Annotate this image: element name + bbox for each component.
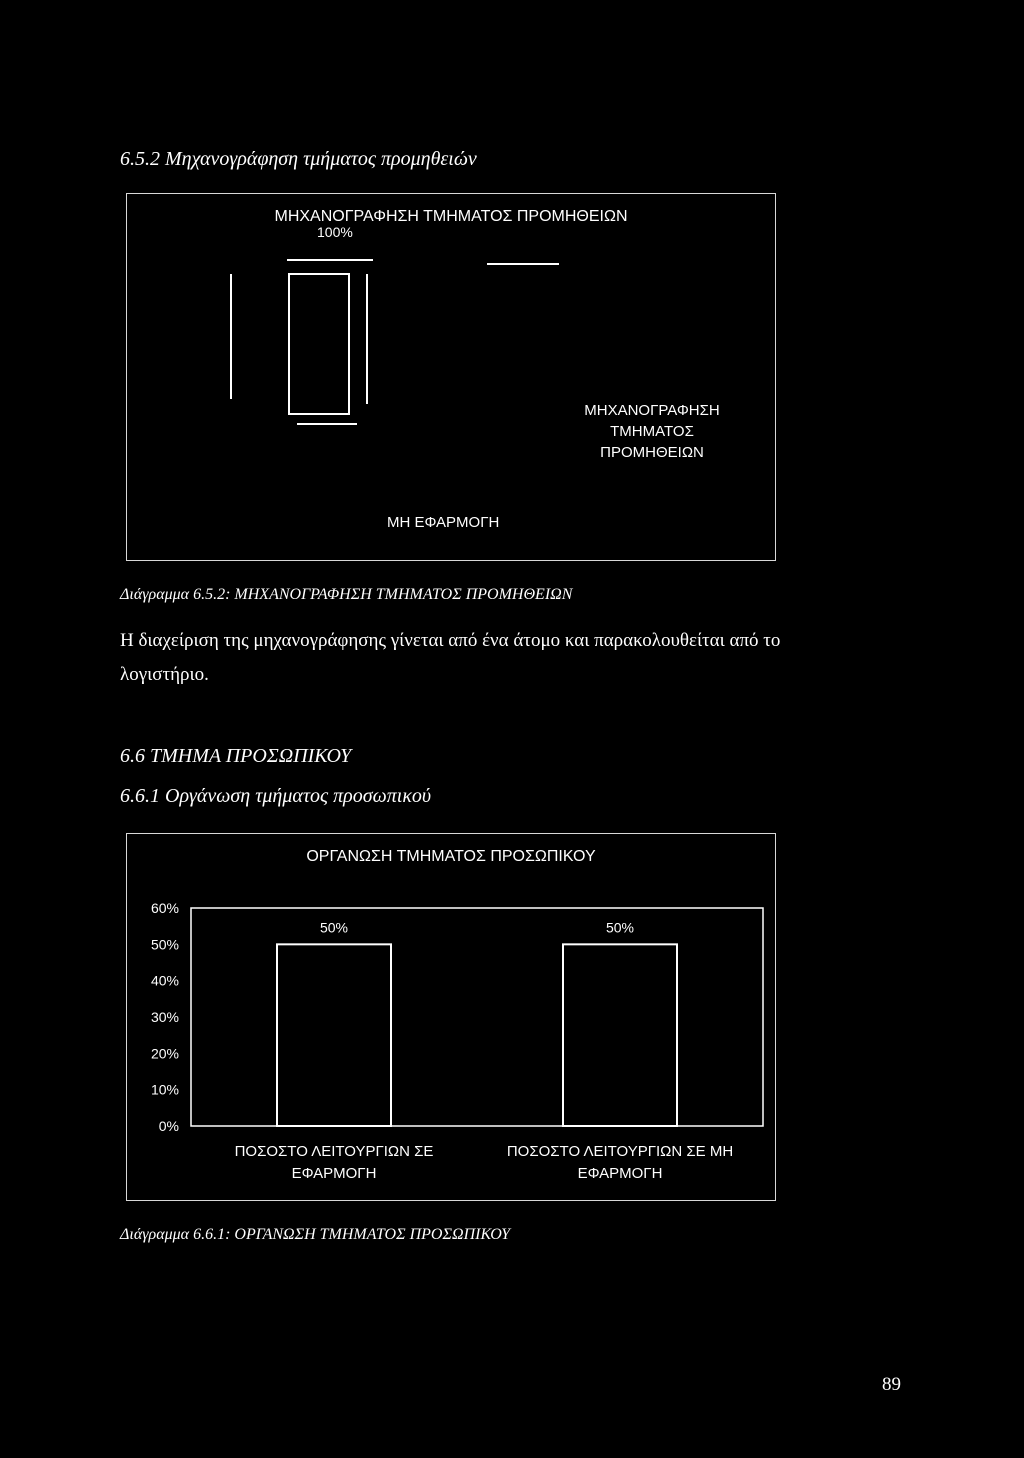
page-number: 89 bbox=[882, 1374, 901, 1395]
x-category-label: ΕΦΑΡΜΟΓΗ bbox=[291, 1165, 377, 1182]
bar bbox=[563, 944, 677, 1126]
caption-chart-652: Διάγραμμα 6.5.2: ΜΗΧΑΝΟΓΡΑΦΗΣΗ ΤΜΗΜΑΤΟΣ ΠΡΟΜΗΘΕΙΩΝ bbox=[120, 586, 573, 603]
body-line-1: Η διαχείριση της μηχανογράφησης γίνεται από ένα άτομο και παρακολουθείται από το bbox=[120, 630, 781, 651]
y-tick-label: 20% bbox=[150, 1045, 179, 1062]
section-heading-661: 6.6.1 Οργάνωση τμήματος προσωπικού bbox=[120, 785, 432, 807]
y-tick-label: 60% bbox=[150, 900, 179, 916]
pie-data-label: 100% bbox=[317, 224, 353, 240]
section-heading-66: 6.6 ΤΜΗΜΑ ΠΡΟΣΩΠΙΚΟΥ bbox=[120, 745, 352, 767]
chart-frame-personnel bbox=[126, 833, 776, 1201]
y-tick-label: 0% bbox=[158, 1118, 179, 1134]
chart-frame-procurement bbox=[126, 193, 776, 561]
pie-legend-applied bbox=[557, 400, 747, 463]
legend-line-3: ΠΡΟΜΗΘΕΙΩΝ bbox=[600, 444, 704, 461]
y-tick-label: 50% bbox=[150, 936, 179, 953]
y-tick-label: 30% bbox=[150, 1009, 179, 1025]
legend-line-2: ΤΜΗΜΑΤΟΣ bbox=[610, 423, 694, 440]
bar-data-label: 50% bbox=[319, 919, 349, 936]
chart-title-procurement: ΜΗΧΑΝΟΓΡΑΦΗΣΗ ΤΜΗΜΑΤΟΣ ΠΡΟΜΗΘΕΙΩΝ bbox=[274, 208, 628, 225]
body-paragraph bbox=[120, 624, 900, 692]
y-tick-label: 10% bbox=[150, 1081, 179, 1098]
bar bbox=[277, 944, 391, 1126]
legend-line-1: ΜΗΧΑΝΟΓΡΑΦΗΣΗ bbox=[584, 402, 720, 419]
x-category-label: ΠΟΣΟΣΤΟ ΛΕΙΤΟΥΡΓΙΩΝ ΣΕ bbox=[234, 1143, 434, 1160]
y-tick-label: 40% bbox=[150, 972, 179, 989]
pie-slice-inner bbox=[289, 274, 349, 414]
pie-graphic bbox=[127, 194, 775, 560]
section-heading-652: 6.5.2 Μηχανογράφηση τμήματος προμηθειών bbox=[120, 148, 477, 170]
pie-legend-not-applied: ΜΗ ΕΦΑΡΜΟΓΗ bbox=[387, 514, 500, 531]
caption-chart-661: Διάγραμμα 6.6.1: ΟΡΓΑΝΩΣΗ ΤΜΗΜΑΤΟΣ ΠΡΟΣΩΠΙΚΟΥ bbox=[120, 1226, 511, 1243]
body-line-2: λογιστήριο. bbox=[120, 664, 209, 685]
chart-title-personnel: ΟΡΓΑΝΩΣΗ ΤΜΗΜΑΤΟΣ ΠΡΟΣΩΠΙΚΟΥ bbox=[306, 848, 596, 865]
bar-chart-svg bbox=[127, 834, 775, 1200]
x-category-label: ΕΦΑΡΜΟΓΗ bbox=[577, 1165, 663, 1182]
bar-data-label: 50% bbox=[605, 919, 635, 936]
x-category-label: ΠΟΣΟΣΤΟ ΛΕΙΤΟΥΡΓΙΩΝ ΣΕ ΜΗ bbox=[506, 1143, 734, 1160]
